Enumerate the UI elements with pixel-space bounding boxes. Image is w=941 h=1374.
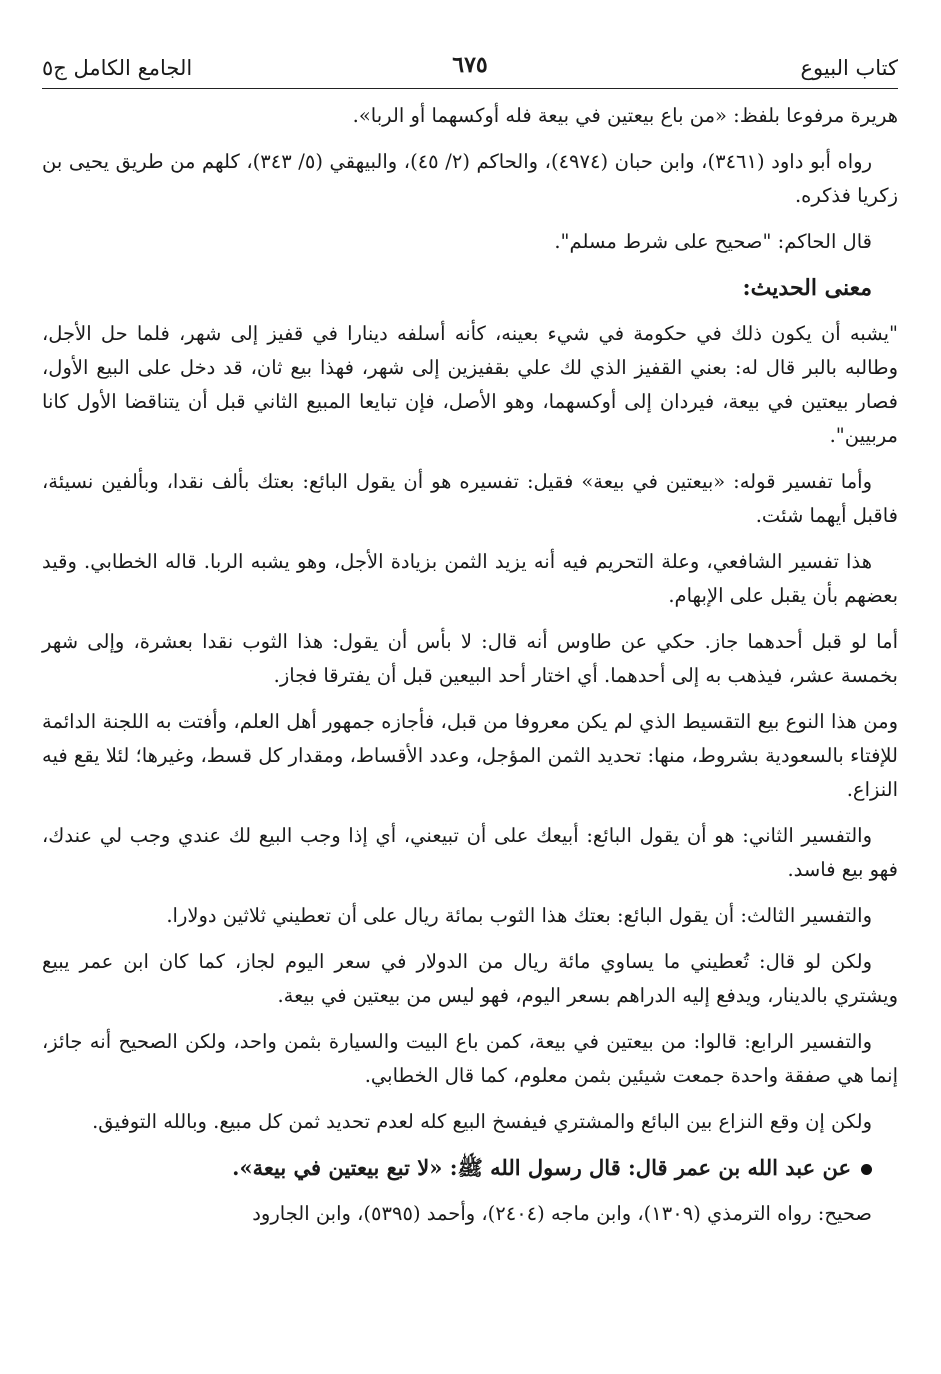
paragraph-sahih: صحيح: رواه الترمذي (١٣٠٩)، وابن ماجه (٢٤٠٤)، وأحمد (٥٣٩٥)، وابن الجارود xyxy=(252,1202,872,1225)
paragraph-dollar: ولكن لو قال: تُعطيني ما يساوي مائة ريال من الدولار في سعر اليوم لجاز، كما كان ابن عمر يبيع ويشتري بالدينار، ويدفع إليه الدراهم بسعر اليوم، فهو ليس من بيعتين في بيعة. xyxy=(42,950,898,1007)
paragraph-tafsir-1: وأما تفسير قوله: «بيعتين في بيعة» فقيل: تفسيره هو أن يقول البائع: بعتك بألف نقدا، وبألفين نسيئة، فاقبل أيهما شئت. xyxy=(42,470,898,527)
paragraph-tafsir-2: والتفسير الثاني: هو أن يقول البائع: أبيعك على أن تبيعني، أي إذا وجب البيع لك عندي وجب لي عندك، فهو بيع فاسد. xyxy=(42,824,898,881)
paragraph-shafii: هذا تفسير الشافعي، وعلة التحريم فيه أنه يزيد الثمن بزيادة الأجل، وهو يشبه الربا. قاله الخطابي. وقيد بعضهم بأن يقبل على الإبهام. xyxy=(42,550,898,607)
page-number: ٦٧٥ xyxy=(452,52,488,78)
book-page xyxy=(42,48,898,1243)
book-title: كتاب البيوع xyxy=(800,56,898,80)
paragraph-dispute: ولكن إن وقع النزاع بين البائع والمشتري فيفسخ البيع كله لعدم تحديد ثمن كل مبيع. وبالله التوفيق. xyxy=(92,1110,872,1133)
body-text xyxy=(42,99,898,1231)
paragraph-continuation: هريرة مرفوعا بلفظ: «من باع بيعتين في بيعة فله أوكسهما أو الربا». xyxy=(352,104,898,127)
hadith-paragraph xyxy=(42,1151,898,1185)
running-header xyxy=(42,48,898,88)
paragraph-tawus: أما لو قبل أحدهما جاز. حكي عن طاوس أنه قال: لا بأس أن يقول: هذا الثوب نقدا بعشرة، وإلى شهر بخمسة عشر، فيذهب به إلى أحدهما. أي اختار أحد البيعين قبل أن يفترقا فجاز. xyxy=(42,630,898,687)
hadith-text: عن عبد الله بن عمر قال: قال رسول الله ﷺ: «لا تبع بيعتين في بيعة». xyxy=(232,1155,851,1180)
volume-title: الجامع الكامل ج٥ xyxy=(42,56,193,80)
paragraph-tafsir-4: والتفسير الرابع: قالوا: من بيعتين في بيعة، كمن باع البيت والسيارة بثمن واحد، ولكن الصحيح أنه جائز، إنما هي صفقة واحدة جمعت شيئين بثمن معلوم، كما قال الخطابي. xyxy=(42,1030,898,1087)
paragraph-tafsir-3: والتفسير الثالث: أن يقول البائع: بعتك هذا الثوب بمائة ريال على أن تعطيني ثلاثين دولارا. xyxy=(166,904,872,927)
paragraph-hakim: قال الحاكم: "صحيح على شرط مسلم". xyxy=(554,230,872,253)
header-divider xyxy=(42,88,898,89)
paragraph-taqsit: ومن هذا النوع بيع التقسيط الذي لم يكن معروفا من قبل، فأجازه جمهور أهل العلم، وأفتت به اللجنة الدائمة للإفتاء بالسعودية بشروط، منها: تحديد الثمن المؤجل، وعدد الأقساط، ومقدار كل قسط، وغيرها؛ لئلا يقع فيه النزاع. xyxy=(42,710,898,801)
paragraph-quote: "يشبه أن يكون ذلك في حكومة في شيء بعينه، كأنه أسلفه دينارا في قفيز إلى شهر، فلما حل الأجل، وطالبه بالبر قال له: بعني القفيز الذي لك علي بقفيزين إلى شهر، فهذا بيع ثان، قد دخل على البيع الأول، فصار بيعتين في بيعة، فيردان إلى أوكسهما، وهو الأصل، فإن تبايعا المبيع الثاني قبل أن يتناقضا الأول كانا مربيين". xyxy=(42,322,898,447)
paragraph-takhrij: رواه أبو داود (٣٤٦١)، وابن حبان (٤٩٧٤)، والحاكم (٢/ ٤٥)، والبيهقي (٥/ ٣٤٣)، كلهم من طريق يحيى بن زكريا فذكره. xyxy=(42,150,898,207)
bullet-icon xyxy=(861,1164,872,1175)
section-heading: معنى الحديث: xyxy=(742,275,872,301)
